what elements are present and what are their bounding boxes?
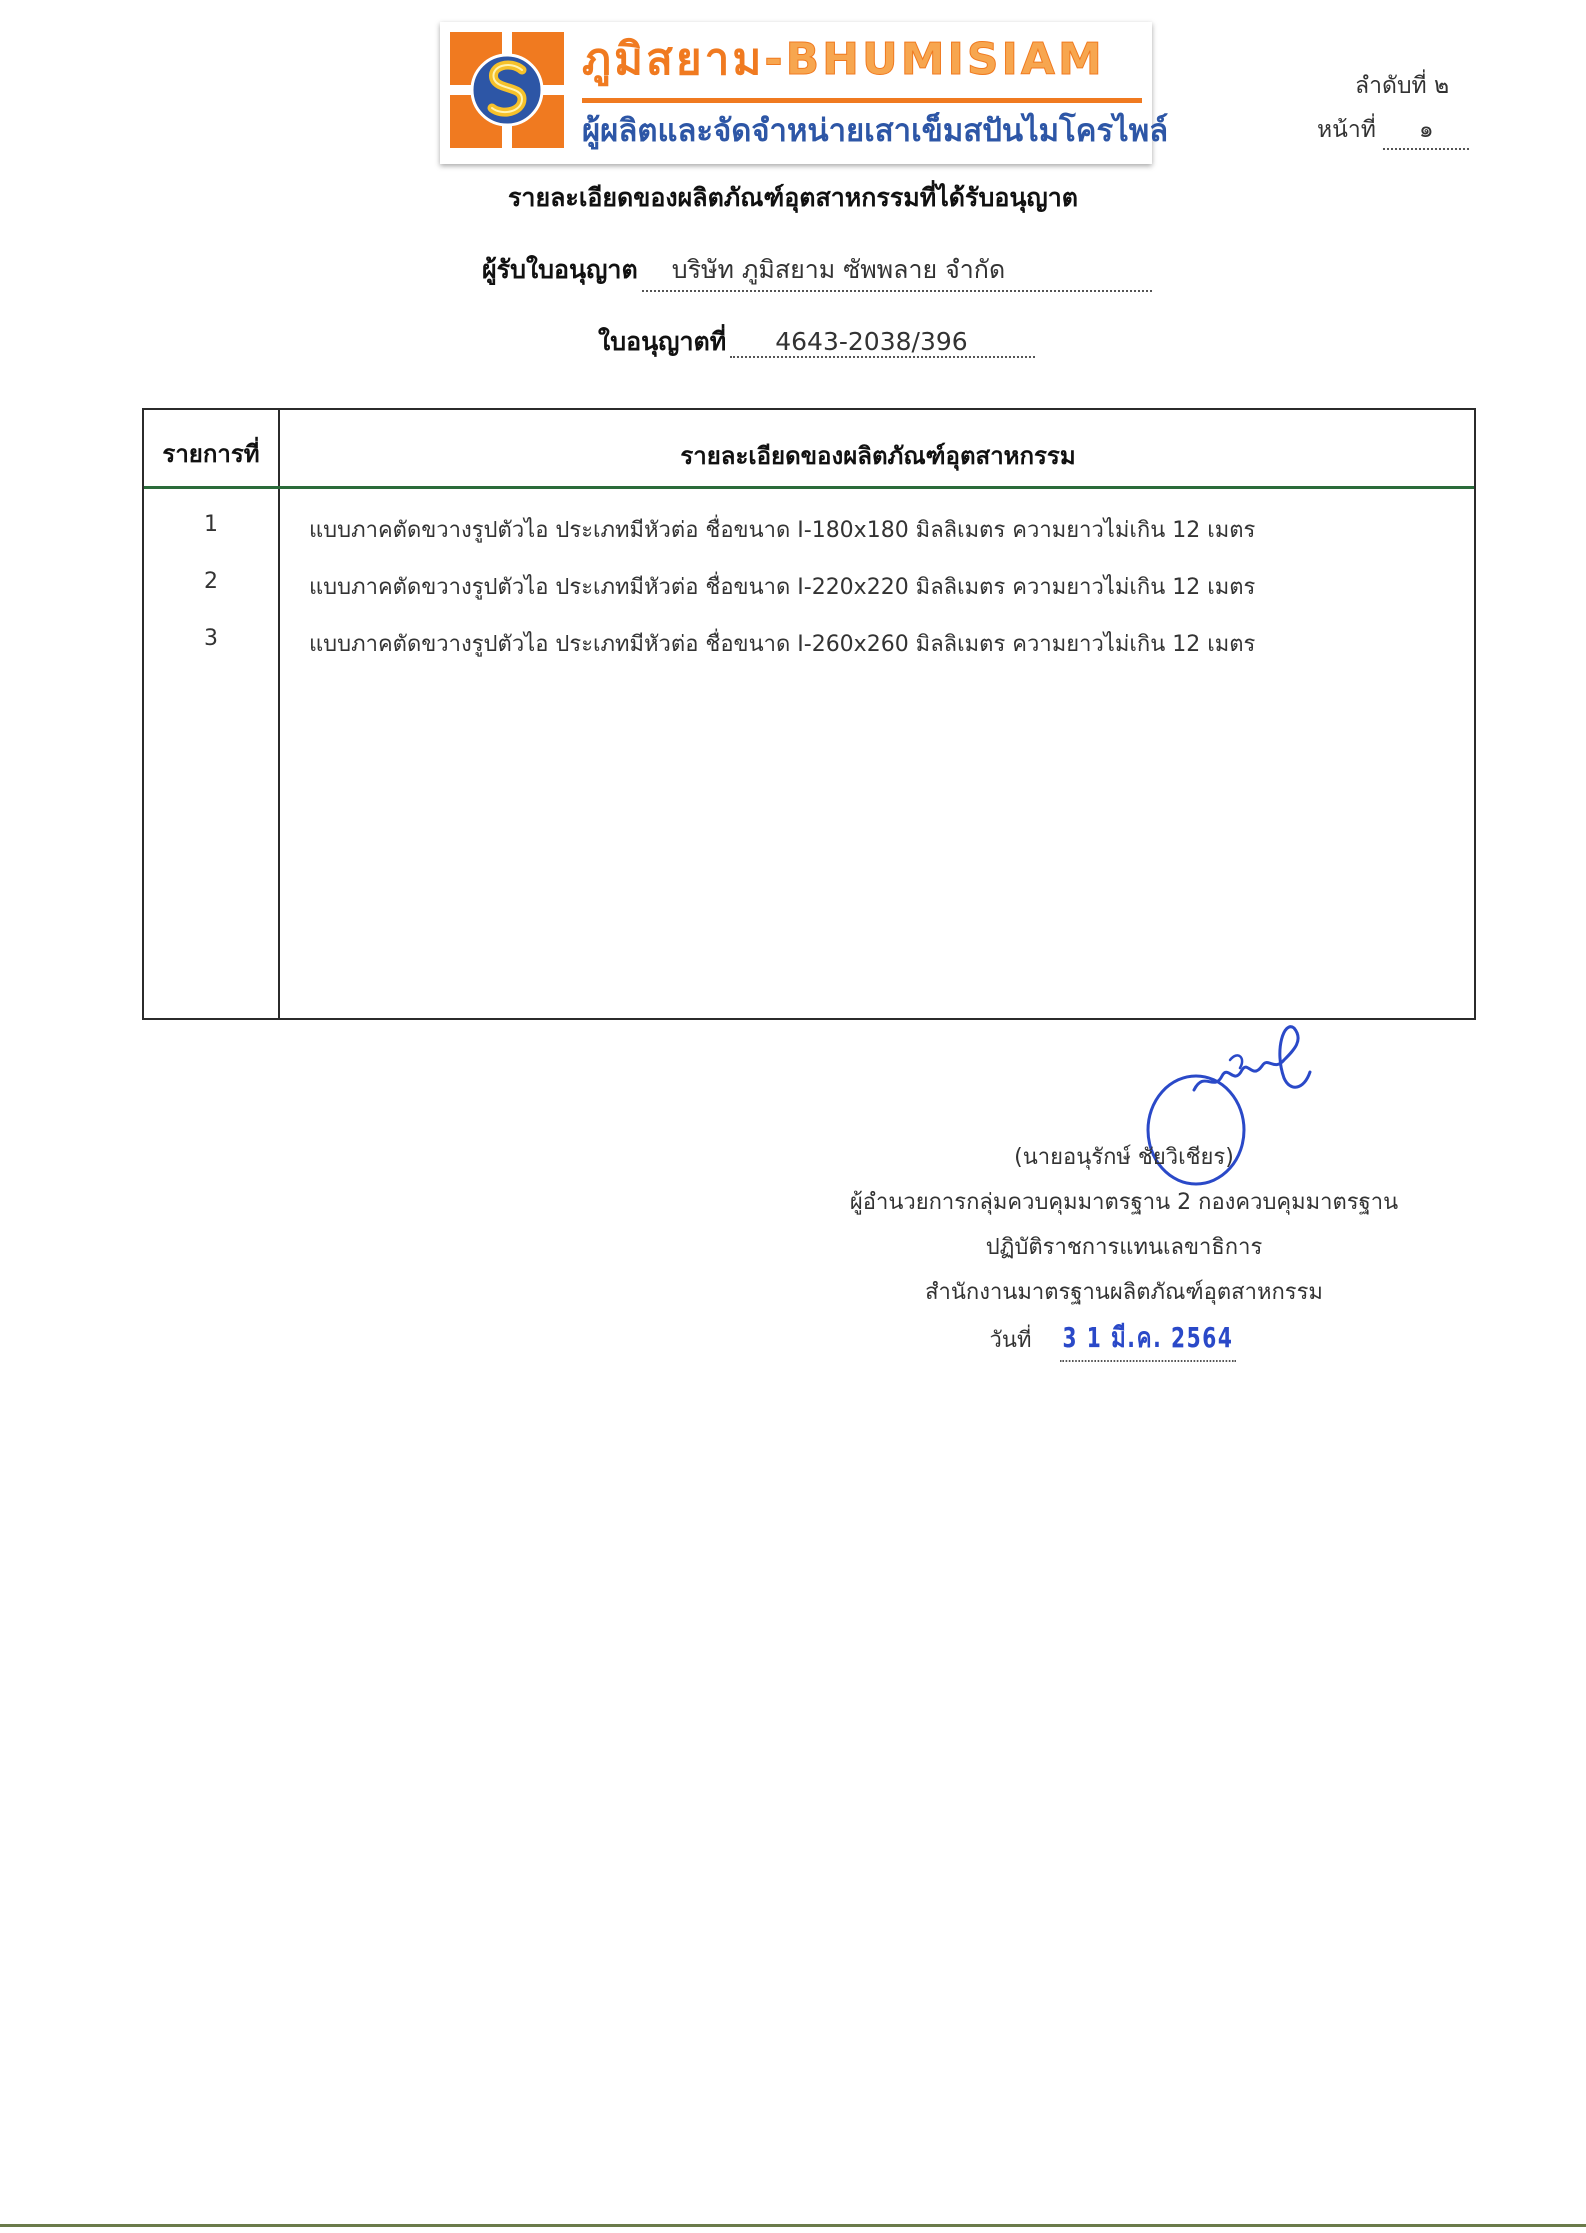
page-number-value: ๑ xyxy=(1383,112,1469,150)
logo-title-thai: ภูมิสยาม xyxy=(582,34,765,85)
license-number-label: ใบอนุญาตที่ xyxy=(598,327,727,356)
logo-divider xyxy=(582,98,1142,103)
row-description: แบบภาคตัดขวางรูปตัวไอ ประเภทมีหัวต่อ ชื่อขนาด I-220x220 มิลลิเมตร ความยาวไม่เกิน 12 เมตร xyxy=(309,575,1256,600)
license-holder-label: ผู้รับใบอนุญาต xyxy=(482,255,638,284)
row-item-no: 2 xyxy=(204,569,218,594)
license-holder-line xyxy=(482,250,1152,292)
page-number-label: หน้าที่ xyxy=(1317,117,1376,143)
signatory-name: (นายอนุรักษ์ ชัยวิเชียร) xyxy=(1014,1145,1234,1170)
row-item-no: 1 xyxy=(204,512,218,537)
table-header-item-no: รายการที่ xyxy=(162,440,260,468)
logo-title-latin: BHUMISIAM xyxy=(785,34,1105,85)
product-table xyxy=(142,408,1476,1354)
license-number-value: 4643-2038/396 xyxy=(730,327,1035,358)
table-row xyxy=(144,626,1474,666)
table-header-description: รายละเอียดของผลิตภัณฑ์อุตสาหกรรม xyxy=(680,442,1076,470)
signature-date-line xyxy=(824,1315,1424,1360)
license-number-line xyxy=(598,322,1035,362)
document-heading: รายละเอียดของผลิตภัณฑ์อุตสาหกรรมที่ได้รับอนุญาต xyxy=(507,183,1078,212)
signatory-office: สำนักงานมาตรฐานผลิตภัณฑ์อุตสาหกรรม xyxy=(925,1280,1323,1305)
logo-title xyxy=(582,30,1142,90)
table-row xyxy=(144,512,1474,552)
logo-tagline: ผู้ผลิตและจัดจำหน่ายเสาเข็มสปันไมโครไพล์ xyxy=(582,113,1169,149)
table-column-divider xyxy=(278,410,280,1018)
date-label: วันที่ xyxy=(989,1328,1032,1353)
table-header-divider xyxy=(144,486,1474,489)
page-bottom-edge xyxy=(0,2224,1586,2227)
date-value: 3 1 มี.ค. 2564 xyxy=(1060,1315,1236,1362)
signatory-position: ผู้อำนวยการกลุ่มควบคุมมาตรฐาน 2 กองควบคุมมาตรฐาน xyxy=(849,1190,1399,1215)
logo-title-separator: - xyxy=(764,34,786,85)
row-description: แบบภาคตัดขวางรูปตัวไอ ประเภทมีหัวต่อ ชื่อขนาด I-260x260 มิลลิเมตร ความยาวไม่เกิน 12 เมตร xyxy=(309,632,1256,657)
sequence-number: ลำดับที่ ๒ xyxy=(1355,73,1450,99)
bhumisiam-logo-icon xyxy=(450,32,564,148)
license-holder-value: บริษัท ภูมิสยาม ซัพพลาย จำกัด xyxy=(642,250,1152,292)
page-number xyxy=(1317,112,1469,150)
row-description: แบบภาคตัดขวางรูปตัวไอ ประเภทมีหัวต่อ ชื่อขนาด I-180x180 มิลลิเมตร ความยาวไม่เกิน 12 เมตร xyxy=(309,518,1256,543)
company-logo-banner xyxy=(440,22,1169,164)
signatory-block xyxy=(824,1135,1424,1360)
row-item-no: 3 xyxy=(204,626,218,651)
table-row xyxy=(144,569,1474,609)
signatory-acting-for: ปฏิบัติราชการแทนเลขาธิการ xyxy=(985,1235,1263,1260)
